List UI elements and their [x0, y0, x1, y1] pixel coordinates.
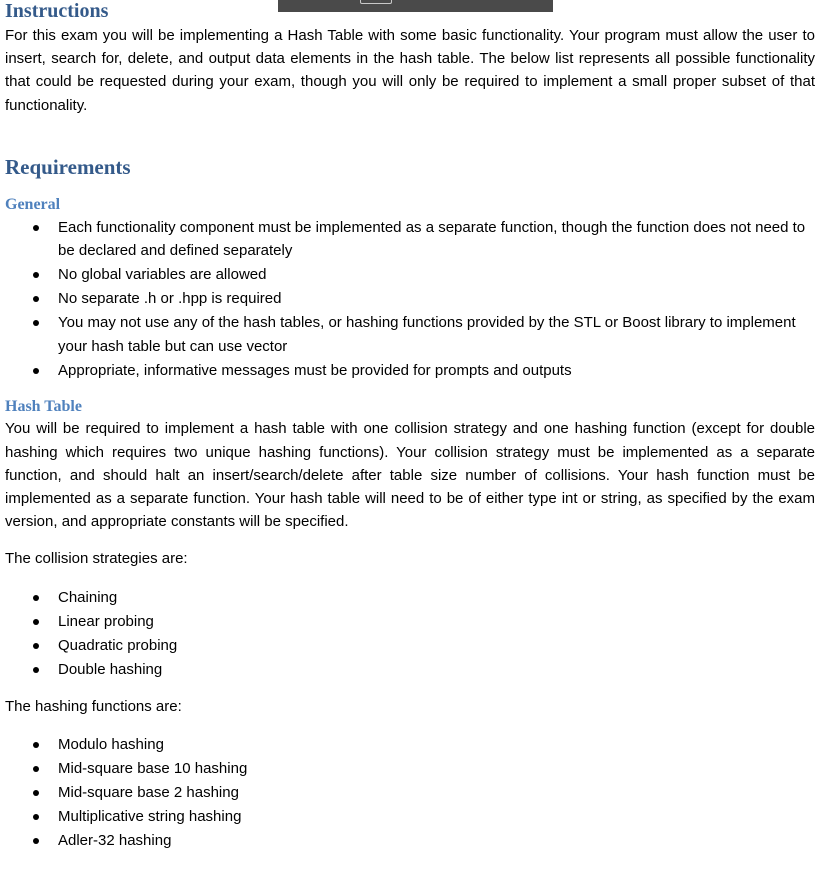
- hashing-functions-intro: The hashing functions are:: [5, 698, 182, 716]
- requirements-heading: Requirements: [5, 154, 131, 179]
- document-body: [5, 0, 815, 853]
- list-item: Mid-square base 10 hashing: [5, 757, 815, 781]
- general-heading: General: [5, 195, 61, 213]
- list-item: Linear probing: [5, 610, 815, 634]
- hash-table-heading: Hash Table: [5, 398, 82, 416]
- instructions-heading: Instructions: [5, 0, 109, 22]
- list-item: Double hashing: [5, 658, 815, 682]
- list-item: Modulo hashing: [5, 733, 815, 757]
- list-item: You may not use any of the hash tables, or hashing functions provided by the STL or Boost library to implement your hash table but can use vector: [5, 311, 815, 358]
- hash-table-paragraph: You will be required to implement a hash table with one collision strategy and one hashing function (except for double hashing which requires two unique hashing functions). Your collision strategy must be implemented as a separate function, and should halt an insert/search/delete after table size number of collisions. Your hash function must be implemented as a separate function. Your hash table will need to be of either type int or string, as specified by the exam version, and appropriate constants will be specified.: [5, 420, 815, 531]
- hashing-functions-list: [5, 733, 815, 853]
- list-item: Appropriate, informative messages must be provided for prompts and outputs: [5, 359, 815, 383]
- list-item: Quadratic probing: [5, 634, 815, 658]
- general-requirements-list: [5, 216, 815, 383]
- collision-strategies-list: [5, 586, 815, 682]
- list-item: Mid-square base 2 hashing: [5, 781, 815, 805]
- list-item: No separate .h or .hpp is required: [5, 287, 815, 311]
- collision-strategies-intro: The collision strategies are:: [5, 550, 188, 568]
- list-item: No global variables are allowed: [5, 263, 815, 287]
- list-item: Chaining: [5, 586, 815, 610]
- list-item: Multiplicative string hashing: [5, 805, 815, 829]
- instructions-paragraph: For this exam you will be implementing a Hash Table with some basic functionality. Your program must allow the user to insert, search for, delete, and output data elements in the hash table. The below list represents all possible functionality that could be requested during your exam, though you will only be required to implement a small proper subset of that functionality.: [5, 27, 815, 114]
- list-item: Adler-32 hashing: [5, 829, 815, 853]
- list-item: Each functionality component must be implemented as a separate function, though the function does not need to be declared and defined separately: [5, 216, 815, 263]
